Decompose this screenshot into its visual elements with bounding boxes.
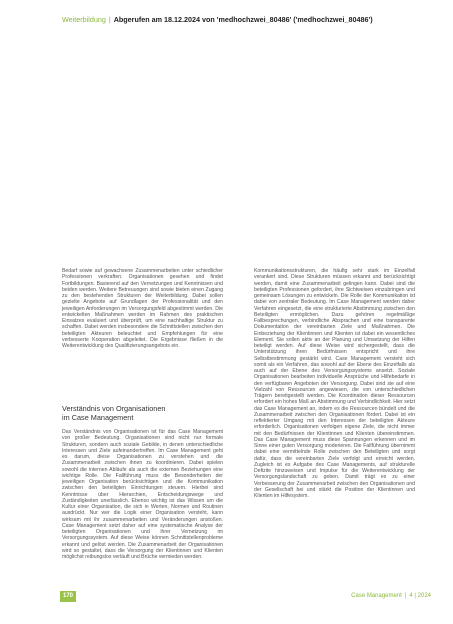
- header-separator: |: [108, 15, 111, 24]
- running-header: [62, 14, 442, 26]
- page-number: 170: [60, 591, 76, 602]
- footer-separator: |: [404, 593, 407, 599]
- body-paragraph: Das Verständnis von Organisationen ist für das Case Management von großer Bedeutung. Organisationen sind nicht nur formale Strukturen, sondern auch soziale Gebilde, in denen unterschiedliche Interessen und Ziele aufeinandertreffen. Im Case Management geht es darum, diese Organisationen zu verstehen und die Zusammenarbeit zwischen ihnen zu koordinieren. Dabei spielen sowohl die internen Abläufe als auch die externen Beziehungen eine wichtige Rolle. Die Fallführung muss die Besonderheiten der jeweiligen Organisation berücksichtigen und die Kommunikation zwischen den beteiligten Einrichtungen steuern. Hierbei sind Kenntnisse über Hierarchien, Entscheidungswege und Zuständigkeiten unerlässlich. Ebenso wichtig ist das Wissen um die Kultur einer Organisation, die sich in Werten, Normen und Routinen ausdrückt. Nur wer die Logik einer Organisation versteht, kann wirksam mit ihr zusammenarbeiten und Veränderungen anstoßen. Case Management setzt daher auf eine systematische Analyse der beteiligten Organisationen und ihrer Vernetzung im Versorgungssystem. Auf diese Weise können Schnittstellenprobleme erkannt und gelöst werden. Die Zusammenarbeit der Organisationen wird so gestaltet, dass die Versorgung der Klientinnen und Klienten möglichst reibungslos verläuft und Brüche vermieden werden.: [62, 429, 223, 560]
- right-column: [254, 268, 415, 586]
- section-heading-line2: im Case Management: [62, 412, 134, 422]
- section-tag: Weiterbildung: [62, 15, 106, 24]
- right-paragraph: Kommunikationsstrukturen, die häufig sehr stark im Einzelfall verankert sind. Diese Strukturen müssen erkannt und berücksichtigt werden, damit eine Zusammenarbeit gelingen kann. Dabei sind die beteiligten Professionen gefordert, ihre Sichtweisen einzubringen und gemeinsam Lösungen zu entwickeln. Die Rolle der Kommunikation ist dabei von zentraler Bedeutung. Im Case Management werden daher Verfahren eingesetzt, die eine strukturierte Abstimmung zwischen den Beteiligten ermöglichen. Dazu gehören regelmäßige Fallbesprechungen, verbindliche Absprachen und eine transparente Dokumentation der vereinbarten Ziele und Maßnahmen. Die Einbeziehung der Klientinnen und Klienten ist dabei ein wesentliches Element. Sie sollen aktiv an der Planung und Umsetzung der Hilfen beteiligt werden. Auf diese Weise wird sichergestellt, dass die Unterstützung ihren Bedürfnissen entspricht und ihre Selbstbestimmung gestärkt wird. Case Management versteht sich somit als ein Verfahren, das sowohl auf der Ebene des Einzelfalls als auch auf der Ebene des Versorgungssystems ansetzt. Soziale Organisationen bearbeiten individuelle Ansprüche und Hilfebedarfe in den verfügbaren Angeboten der Versorgung. Dabei sind sie auf eine Vielzahl von Ressourcen angewiesen, die von unterschiedlichen Trägern bereitgestellt werden. Die Koordination dieser Ressourcen erfordert ein hohes Maß an Abstimmung und Verbindlichkeit. Hier setzt das Case Management an, indem es die Ressourcen bündelt und die Zusammenarbeit zwischen den Organisationen fördert. Dabei ist ein reflektierter Umgang mit den Interessen der beteiligten Akteure erforderlich. Organisationen verfolgen eigene Ziele, die nicht immer mit den Bedürfnissen der Klientinnen und Klienten übereinstimmen. Das Case Management muss diese Spannungen erkennen und im Sinne einer guten Versorgung moderieren. Die Fallführung übernimmt dabei eine vermittelnde Rolle zwischen den Beteiligten und sorgt dafür, dass die vereinbarten Ziele verfolgt und erreicht werden. Zugleich ist es Aufgabe des Case Managements, auf strukturelle Defizite hinzuweisen und Impulse für die Weiterentwicklung der Versorgungslandschaft zu geben. Damit trägt es zu einer Verbesserung der Zusammenarbeit zwischen den Organisationen und der Gesellschaft bei und stärkt die Position der Klientinnen und Klienten im Hilfesystem.: [254, 268, 415, 499]
- left-column-intro: [62, 268, 223, 400]
- journal-issue: 4 | 2024: [409, 593, 431, 599]
- intro-paragraph: Bedarf sowie auf gewachsene Zusammenarbeiten unter schiedlicher Professionen verkraften. Organisationen gesehen und findet Fortbildungen. Basierend auf den Vernetzungen und Kenntnissen und beiden werden. Weitere Betreuungen sind sowie bieten einen Zugang zu den bestehenden Strukturen der Weiterbildung. Dabei sollen gezielte Angebote auf Grundlagen der Professionalität und den jeweiligen Anforderungen im Versorgungsfeld abgestimmt werden. Die entwickelten Maßnahmen werden im Rahmen des praktischen Einsatzes evaluiert und überprüft, um eine nachhaltige Struktur zu schaffen. Dabei werden insbesondere die Schnittstellen zwischen den beteiligten Akteuren beleuchtet und Empfehlungen für eine verbesserte Kooperation abgeleitet. Die Ergebnisse fließen in die Weiterentwicklung des Qualifizierungsangebots ein.: [62, 268, 223, 349]
- journal-footer: [331, 592, 431, 601]
- section-heading-line1: Verständnis von Organisationen: [62, 404, 166, 413]
- journal-name: Case Management: [351, 593, 402, 599]
- download-info: Abgerufen am 18.12.2024 von 'medhochzwei_80486' ('medhochzwei_80486'): [113, 15, 373, 24]
- section-heading: [62, 405, 232, 422]
- left-column-body: [62, 429, 223, 586]
